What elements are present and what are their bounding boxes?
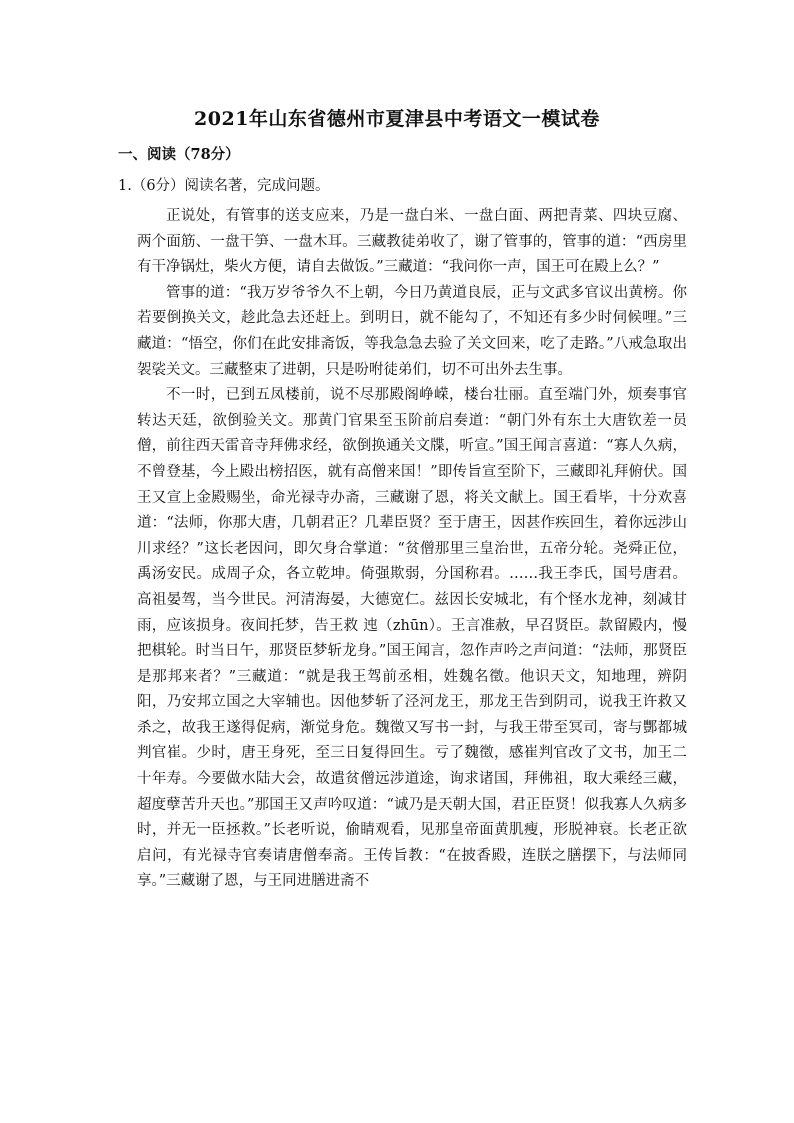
reading-passage [137, 204, 687, 895]
question-header: 1.（6分）阅读名著，完成问题。 [118, 178, 330, 194]
passage-paragraph: 管事的道：“我万岁爷爷久不上朝，今日乃黄道良辰，正与文武多官议出黄榜。你若要倒换关文，趁此急去还赶上。到明日，就不能勾了，不知还有多少时伺候哩。”三藏道：“悟空，你们在此安排斋饭，等我急急去验了关文回来，吃了走路。”八戒急取出袈裟关文。三藏整束了进朝，只是吩咐徒弟们，切不可出外去生事。 [137, 284, 687, 378]
passage-paragraph: 正说处，有管事的送支应来，乃是一盘白米、一盘白面、两把青菜、四块豆腐、两个面筋、一盘干笋、一盘木耳。三藏教徒弟收了，谢了管事的，管事的道：“西房里有干净锅灶，柴火方便，请自去做饭。”三藏道：“我问你一声，国王可在殿上么？” [137, 208, 687, 276]
passage-paragraph: 不一时，已到五凤楼前，说不尽那殿阁峥嵘，楼台壮丽。直至端门外，烦奏事官转达天廷，欲倒验关文。那黄门官果至玉阶前启奏道：“朝门外有东土大唐钦差一员僧，前往西天雷音寺拜佛求经，欲倒换通关文牒，听宣。”国王闻言喜道：“寡人久病，不曾登基，今上殿出榜招医，就有高僧来国！”即传旨宣至阶下，三藏即礼拜俯伏。国王又宣上金殿赐坐，命光禄寺办斋，三藏谢了恩，将关文献上。国王看毕，十分欢喜道：“法师，你那大唐，几朝君正？几辈臣贤？至于唐王，因甚作疾回生，着你远涉山川求经？”这长老因问，即欠身合掌道：“贫僧那里三皇治世，五帝分轮。尧舜正位，禹汤安民。成周子众，各立乾坤。倚强欺弱，分国称君。……我王李氏，国号唐君。高祖晏驾，当今世民。河清海晏，大德宽仁。兹因长安城北，有个怪水龙神，刻减甘雨，应该损身。夜间托梦，告王救 迍（zhūn）。王言准赦，早召贤臣。款留殿内，慢把棋轮。时当日午，那贤臣梦斩龙身。”国王闻言，忽作声吟之声问道：“法师，那贤臣是那邦来者？”三藏道：“就是我王驾前丞相，姓魏名徵。他识天文，知地理，辨阴阳，乃安邦立国之大宰辅也。因他梦斩了泾河龙王，那龙王告到阴司，说我王许救又杀之，故我王遂得促病，渐觉身危。魏徵又写书一封，与我王带至冥司，寄与酆都城判官崔。少时，唐王身死，至三日复得回生。亏了魏徵，感崔判官改了文书，加王二十年寿。今要做水陆大会，故遣贫僧远涉道途，询求诸国，拜佛祖，取大乘经三藏，超度孽苦升天也。”那国王又声吟叹道：“诚乃是天朝大国，君正臣贤！似我寡人久病多时，并无一臣拯救。”长老听说，偷睛观看，见那皇帝面黄肌瘦，形脱神衰。长老正欲启问，有光禄寺官奏请唐僧奉斋。王传旨教：“在披香殿，连朕之膳摆下，与法师同享。”三藏谢了恩，与王同进膳进斋不 [137, 387, 687, 890]
document-title: 2021年山东省德州市夏津县中考语文一模试卷 [194, 108, 600, 130]
section-heading: 一、阅读（78分） [118, 146, 240, 163]
